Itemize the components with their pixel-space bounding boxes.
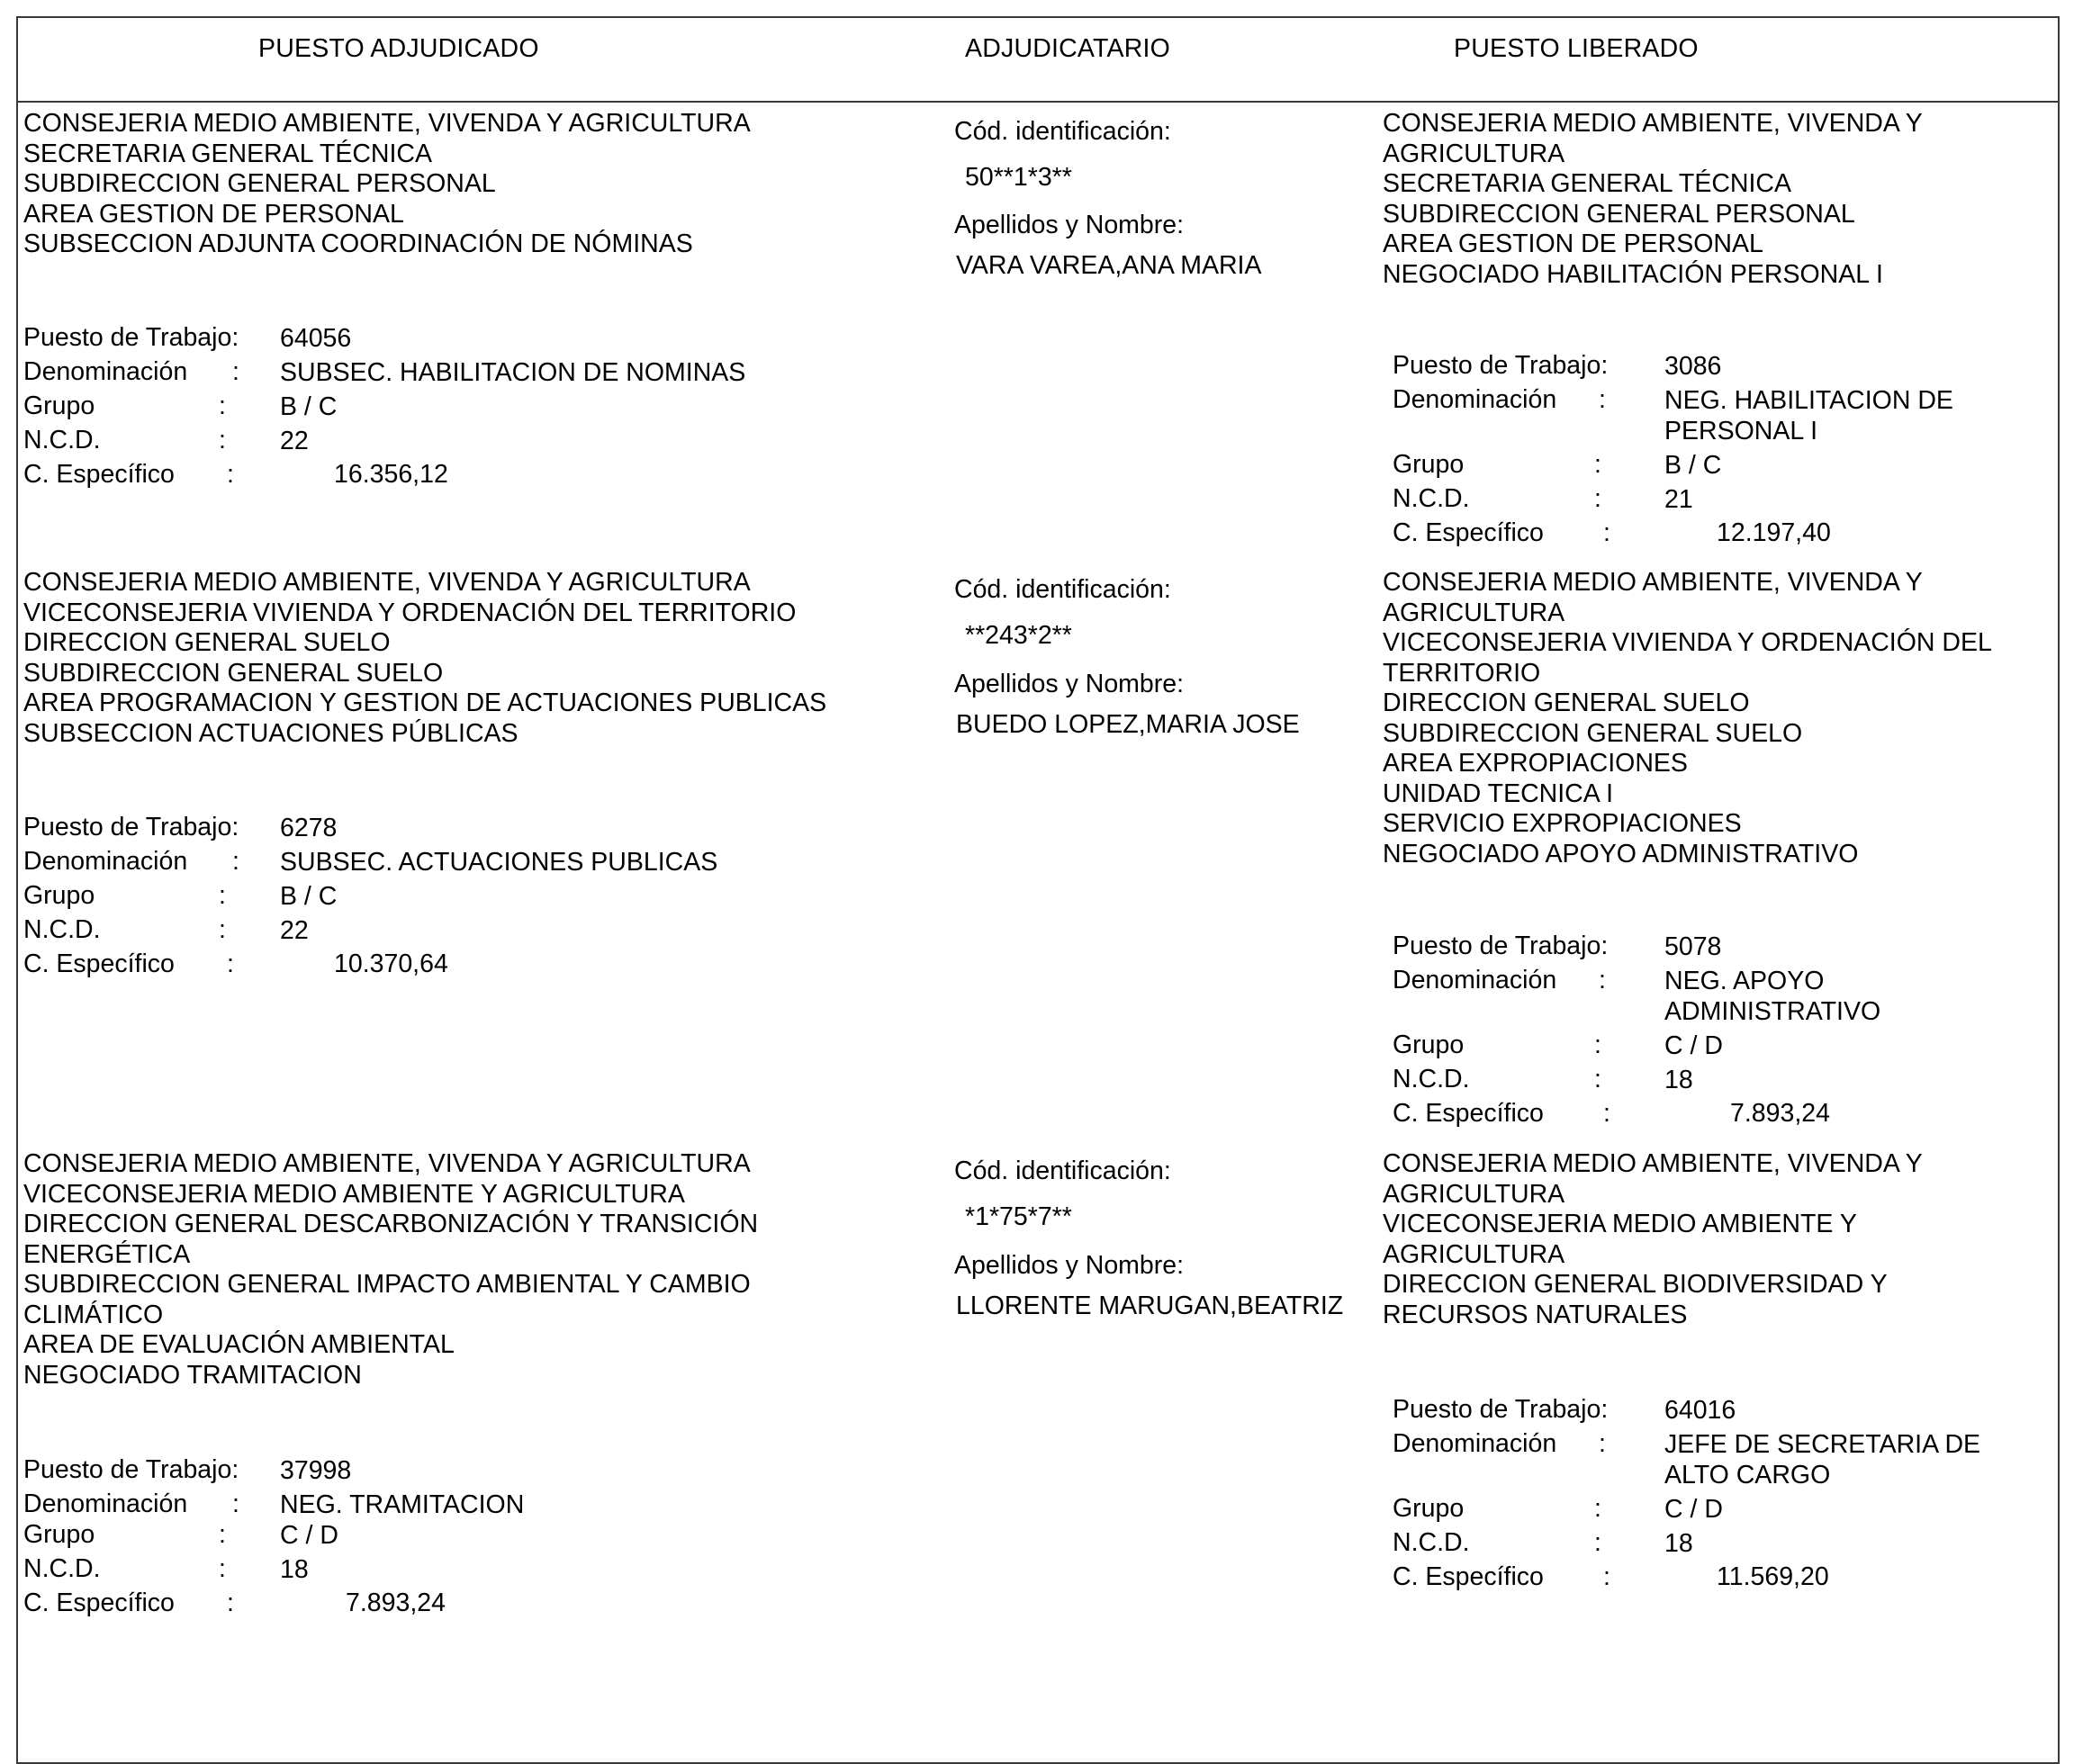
cod-label: Cód. identificación: xyxy=(954,1156,1171,1185)
grupo-value: C / D xyxy=(280,1521,338,1550)
denominacion-value: SUBSEC. HABILITACION DE NOMINAS xyxy=(280,358,746,387)
denominacion-value: JEFE DE SECRETARIA DE ALTO CARGO xyxy=(1664,1430,1981,1490)
nombre-value: VARA VAREA,ANA MARIA xyxy=(956,251,1262,280)
ncd-value: 18 xyxy=(280,1555,309,1584)
especifico-value: 11.569,20 xyxy=(1717,1562,1829,1591)
ncd-value: 18 xyxy=(1664,1066,1693,1094)
header-adjudicatario: ADJUDICATARIO xyxy=(965,34,1170,63)
grupo-value: B / C xyxy=(1664,451,1722,480)
denominacion-value: SUBSEC. ACTUACIONES PUBLICAS xyxy=(280,848,718,877)
liberado-details: Puesto de Trabajo: 5078 Denominación : NEG. APOYO ADMINISTRATIVO Grupo : C / D N.C.D. : 18 C. Específico : 7.893,24 xyxy=(1393,932,2023,1133)
grupo-value: B / C xyxy=(280,392,338,421)
grupo-value: C / D xyxy=(1664,1495,1723,1524)
grupo-value: C / D xyxy=(1664,1031,1723,1060)
grupo-value: B / C xyxy=(280,882,338,911)
cod-label: Cód. identificación: xyxy=(954,117,1171,146)
especifico-value: 12.197,40 xyxy=(1717,518,1831,547)
header-puesto-liberado: PUESTO LIBERADO xyxy=(1454,34,1699,63)
liberado-org: CONSEJERIA MEDIO AMBIENTE, VIVENDA Y AGRICULTURA VICECONSEJERIA VIVIENDA Y ORDENACIÓN DEL TERRITORIO DIRECCION GENERAL SUELO SUBDIRECCION GENERAL SUELO AREA EXPROPIACIONES UNIDAD TECNICA I SERVICIO EXPROPIACIONES NEGOCIADO APOYO ADMINISTRATIVO xyxy=(1383,568,1992,868)
puesto-number: 37998 xyxy=(280,1456,352,1485)
adjudicado-details: Puesto de Trabajo: 6278 Denominación : SUBSEC. ACTUACIONES PUBLICAS Grupo : B / C N.C.D. : 22 C. Específico : 10.370,64 xyxy=(23,813,718,978)
adjudicado-org: CONSEJERIA MEDIO AMBIENTE, VIVENDA Y AGRICULTURA SECRETARIA GENERAL TÉCNICA SUBDIRECCION GENERAL PERSONAL AREA GESTION DE PERSONAL SUBSECCION ADJUNTA COORDINACIÓN DE NÓMINAS xyxy=(23,109,751,258)
puesto-number: 6278 xyxy=(280,814,338,842)
adjudicado-org: CONSEJERIA MEDIO AMBIENTE, VIVENDA Y AGRICULTURA VICECONSEJERIA MEDIO AMBIENTE Y AGRICULTURA DIRECCION GENERAL DESCARBONIZACIÓN Y TRANSICIÓN ENERGÉTICA SUBDIRECCION GENERAL IMPACTO AMBIENTAL Y CAMBIO CLIMÁTICO AREA DE EVALUACIÓN AMBIENTAL NEGOCIADO TRAMITACION xyxy=(23,1149,759,1390)
ncd-value: 18 xyxy=(1664,1529,1693,1558)
cod-value: **243*2** xyxy=(965,621,1072,650)
puesto-number: 3086 xyxy=(1664,352,1722,381)
especifico-value: 10.370,64 xyxy=(334,950,448,978)
ncd-value: 21 xyxy=(1664,485,1693,514)
puesto-number: 64056 xyxy=(280,324,352,353)
nombre-value: BUEDO LOPEZ,MARIA JOSE xyxy=(956,710,1300,739)
adjudicado-details: Puesto de Trabajo: 37998 Denominación : NEG. TRAMITACION Grupo : C / D N.C.D. : 18 C. Específico : 7.893,24 xyxy=(23,1455,525,1617)
denominacion-value: NEG. TRAMITACION xyxy=(280,1490,525,1519)
cod-value: *1*75*7** xyxy=(965,1202,1072,1231)
adjudicado-details: Puesto de Trabajo: 64056 Denominación : SUBSEC. HABILITACION DE NOMINAS Grupo : B / C N.C.D. : 22 C. Específico : 16.356,12 xyxy=(23,323,746,489)
liberado-details: Puesto de Trabajo: 3086 Denominación : NEG. HABILITACION DE PERSONAL I Grupo : B / C N.C.D. : 21 C. Específico : 12.197,40 xyxy=(1393,351,2023,553)
liberado-org: CONSEJERIA MEDIO AMBIENTE, VIVENDA Y AGRICULTURA SECRETARIA GENERAL TÉCNICA SUBDIRECCION GENERAL PERSONAL AREA GESTION DE PERSONAL NEGOCIADO HABILITACIÓN PERSONAL I xyxy=(1383,109,1923,289)
cod-label: Cód. identificación: xyxy=(954,575,1171,604)
nombre-label: Apellidos y Nombre: xyxy=(954,211,1185,239)
nombre-label: Apellidos y Nombre: xyxy=(954,670,1185,698)
liberado-org: CONSEJERIA MEDIO AMBIENTE, VIVENDA Y AGRICULTURA VICECONSEJERIA MEDIO AMBIENTE Y AGRICULTURA DIRECCION GENERAL BIODIVERSIDAD Y RECURSOS NATURALES xyxy=(1383,1149,1923,1329)
adjudicado-org: CONSEJERIA MEDIO AMBIENTE, VIVENDA Y AGRICULTURA VICECONSEJERIA VIVIENDA Y ORDENACIÓN DEL TERRITORIO DIRECCION GENERAL SUELO SUBDIRECCION GENERAL SUELO AREA PROGRAMACION Y GESTION DE ACTUACIONES PUBLICAS SUBSECCION ACTUACIONES PÚBLICAS xyxy=(23,568,827,748)
especifico-value: 16.356,12 xyxy=(334,460,448,489)
header-divider xyxy=(16,101,2060,103)
liberado-details: Puesto de Trabajo: 64016 Denominación : JEFE DE SECRETARIA DE ALTO CARGO Grupo : C / D N.C.D. : 18 C. Específico : 11.569,20 xyxy=(1393,1395,2023,1597)
denominacion-value: NEG. HABILITACION DE PERSONAL I xyxy=(1664,386,1953,446)
ncd-value: 22 xyxy=(280,916,309,945)
header-puesto-adjudicado: PUESTO ADJUDICADO xyxy=(258,34,539,63)
cod-value: 50**1*3** xyxy=(965,163,1072,192)
puesto-number: 5078 xyxy=(1664,932,1722,961)
puesto-number: 64016 xyxy=(1664,1396,1736,1425)
nombre-label: Apellidos y Nombre: xyxy=(954,1251,1185,1280)
especifico-value: 7.893,24 xyxy=(1730,1099,1830,1128)
ncd-value: 22 xyxy=(280,427,309,455)
especifico-value: 7.893,24 xyxy=(346,1588,446,1617)
nombre-value: LLORENTE MARUGAN,BEATRIZ xyxy=(956,1292,1344,1320)
denominacion-value: NEG. APOYO ADMINISTRATIVO xyxy=(1664,967,1881,1026)
